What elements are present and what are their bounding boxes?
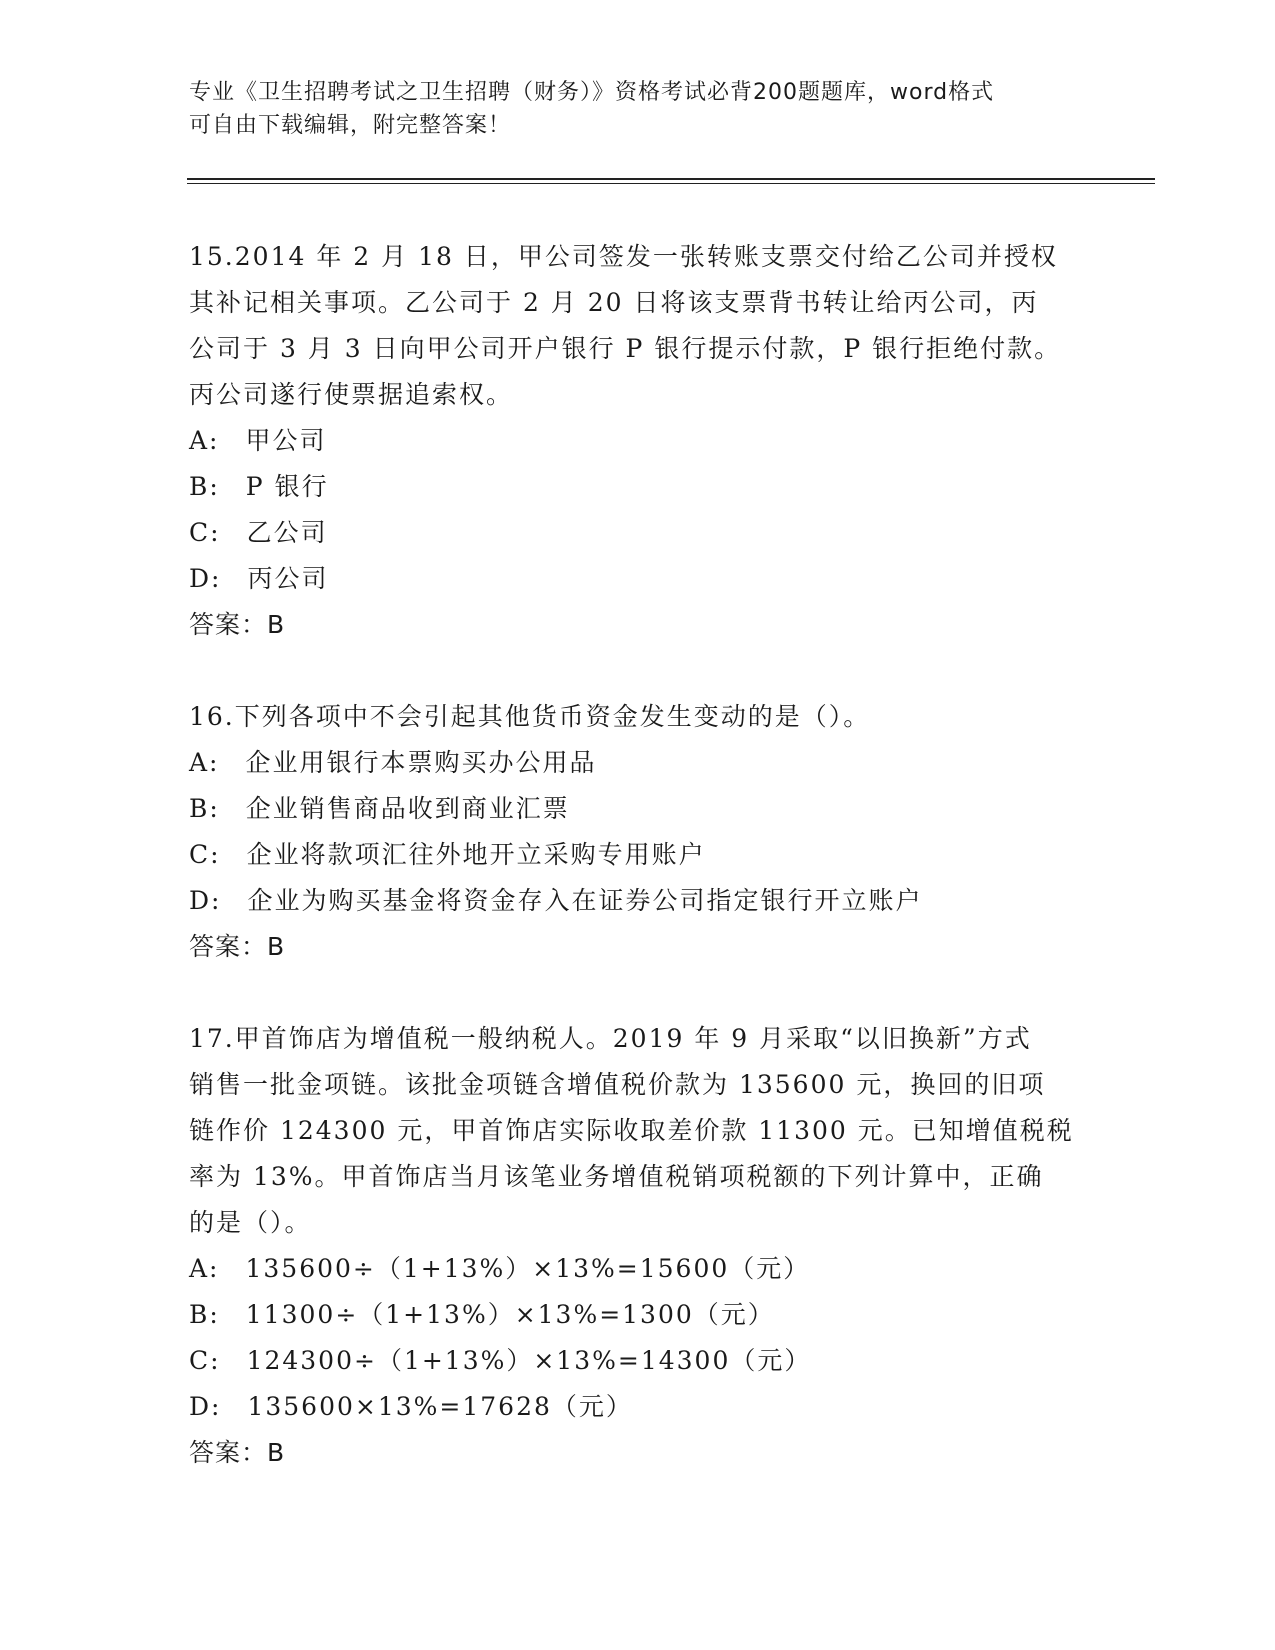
question-stem-line: 其补记相关事项。乙公司于 2 月 20 日将该支票背书转让给丙公司，丙 (189, 288, 1039, 317)
document-header (189, 76, 1089, 142)
question-stem-line: 丙公司遂行使票据追索权。 (189, 380, 514, 409)
header-divider-thick (187, 178, 1155, 180)
header-title-line-2: 可自由下载编辑，附完整答案！ (189, 113, 512, 138)
option-letter: A: (189, 426, 220, 455)
option-text: 124300÷（1+13%）×13%=14300（元） (246, 1346, 812, 1375)
option-text: 企业销售商品收到商业汇票 (245, 794, 570, 823)
option-d (189, 556, 1089, 602)
question-stem-line: 16.下列各项中不会引起其他货币资金发生变动的是（）。 (189, 702, 871, 731)
option-text: 企业为购买基金将资金存入在证券公司指定银行开立账户 (247, 886, 923, 915)
header-title-line-1: 专业《卫生招聘考试之卫生招聘（财务）》资格考试必背200题题库，word格式 (189, 80, 995, 105)
question-stem-line: 链作价 124300 元，甲首饰店实际收取差价款 11300 元。已知增值税税 (189, 1116, 1074, 1145)
question-list (189, 234, 1089, 1476)
option-letter: A: (189, 748, 220, 777)
option-text: 丙公司 (247, 564, 329, 593)
option-c (189, 510, 1089, 556)
option-a (189, 740, 1089, 786)
option-text: 甲公司 (245, 426, 327, 455)
question-stem-line: 率为 13%。甲首饰店当月该笔业务增值税销项税额的下列计算中，正确 (189, 1162, 1044, 1191)
option-letter: A: (189, 1254, 220, 1283)
question-stem-line: 公司于 3 月 3 日向甲公司开户银行 P 银行提示付款，P 银行拒绝付款。 (189, 334, 1062, 363)
option-b (189, 464, 1089, 510)
header-divider-thin (187, 183, 1155, 184)
option-text: 135600÷（1+13%）×13%=15600（元） (245, 1254, 811, 1283)
option-b (189, 1292, 1089, 1338)
option-d (189, 1384, 1089, 1430)
option-b (189, 786, 1089, 832)
question-stem-line: 销售一批金项链。该批金项链含增值税价款为 135600 元，换回的旧项 (189, 1070, 1046, 1099)
option-letter: D: (189, 564, 222, 593)
question-stem-line: 17.甲首饰店为增值税一般纳税人。2019 年 9 月采取“以旧换新”方式 (189, 1024, 1032, 1053)
option-letter: C: (189, 1346, 221, 1375)
option-text: 11300÷（1+13%）×13%=1300（元） (245, 1300, 775, 1329)
option-text: 企业用银行本票购买办公用品 (245, 748, 597, 777)
option-letter: B: (189, 794, 220, 823)
option-d (189, 878, 1089, 924)
answer-line: 答案：B (189, 932, 286, 961)
option-c (189, 1338, 1089, 1384)
question-stem-line: 的是（）。 (189, 1208, 312, 1237)
answer-line: 答案：B (189, 1438, 286, 1467)
option-text: 135600×13%=17628（元） (247, 1392, 633, 1421)
option-letter: D: (189, 1392, 222, 1421)
option-text: 企业将款项汇往外地开立采购专用账户 (246, 840, 706, 869)
option-letter: C: (189, 840, 221, 869)
option-a (189, 418, 1089, 464)
option-a (189, 1246, 1089, 1292)
question-16 (189, 694, 1089, 970)
option-letter: B: (189, 1300, 220, 1329)
option-letter: C: (189, 518, 221, 547)
option-letter: D: (189, 886, 222, 915)
option-text: 乙公司 (246, 518, 328, 547)
option-text: P 银行 (245, 472, 329, 501)
option-c (189, 832, 1089, 878)
answer-line: 答案：B (189, 610, 286, 639)
option-letter: B: (189, 472, 220, 501)
question-15 (189, 234, 1089, 648)
question-stem-line: 15.2014 年 2 月 18 日，甲公司签发一张转账支票交付给乙公司并授权 (189, 242, 1058, 271)
question-17 (189, 1016, 1089, 1476)
